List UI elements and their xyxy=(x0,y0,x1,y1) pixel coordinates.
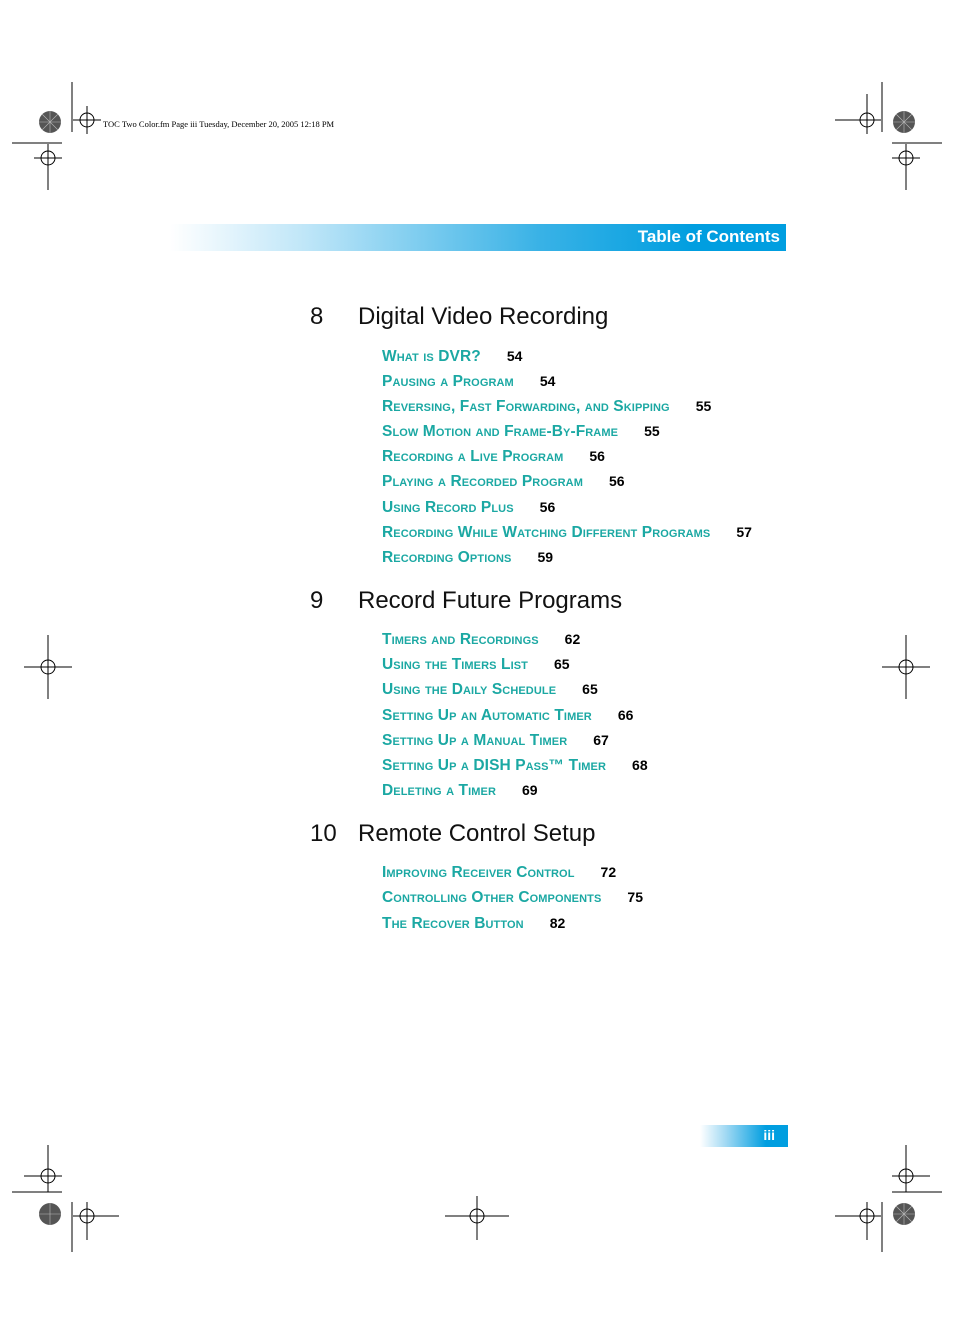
toc-entry-title[interactable]: Setting Up an Automatic Timer xyxy=(382,707,592,724)
toc-entry[interactable] xyxy=(382,707,633,727)
toc-entry-title[interactable]: Reversing, Fast Forwarding, and Skipping xyxy=(382,398,670,415)
toc-entry-title[interactable]: Using the Timers List xyxy=(382,656,528,673)
toc-entry-title[interactable]: Slow Motion and Frame-By-Frame xyxy=(382,423,619,440)
chapter-number: 8 xyxy=(310,303,324,330)
toc-entry-title[interactable]: Setting Up a DISH Pass™ Timer xyxy=(382,757,607,774)
toc-entry-title[interactable]: The Recover Button xyxy=(382,915,524,932)
toc-entry-page: 72 xyxy=(600,864,617,880)
toc-entry-title[interactable]: Timers and Recordings xyxy=(382,631,539,648)
toc-entry[interactable] xyxy=(382,681,598,701)
toc-entry-page: 68 xyxy=(632,757,648,773)
toc-entry-page: 65 xyxy=(554,656,570,672)
toc-entry-page: 55 xyxy=(644,423,660,439)
toc-entry-page: 75 xyxy=(627,889,643,905)
toc-entry-page: 54 xyxy=(539,373,556,389)
toc-entry-page: 65 xyxy=(582,681,598,697)
toc-entry-title[interactable]: Recording While Watching Different Programs xyxy=(382,524,711,541)
toc-entry[interactable] xyxy=(382,448,605,468)
toc-entry-title[interactable]: Recording a Live Program xyxy=(382,448,564,465)
toc-entry-title[interactable]: Recording Options xyxy=(382,549,512,566)
toc-entry[interactable] xyxy=(382,915,565,935)
toc-entry-title[interactable]: Using the Daily Schedule xyxy=(382,681,557,698)
toc-entry[interactable] xyxy=(382,889,643,909)
toc-entry-page: 67 xyxy=(593,732,609,748)
toc-entry[interactable] xyxy=(382,631,580,651)
toc-entry-title[interactable]: Playing a Recorded Program xyxy=(382,473,583,490)
toc-entry-page: 55 xyxy=(695,398,712,414)
toc-entry[interactable] xyxy=(382,348,522,368)
toc-entry[interactable] xyxy=(382,398,711,418)
print-slug: TOC Two Color.fm Page iii Tuesday, December 20, 2005 12:18 PM xyxy=(103,119,335,129)
toc-entry[interactable] xyxy=(382,373,555,393)
toc-entry-page: 59 xyxy=(537,549,554,565)
toc-entry[interactable] xyxy=(382,732,609,752)
chapter-number: 9 xyxy=(310,587,324,614)
toc-entry[interactable] xyxy=(382,473,625,493)
toc-entry-page: 69 xyxy=(522,782,538,798)
chapter-title: Digital Video Recording xyxy=(358,303,609,330)
toc-entry-page: 57 xyxy=(736,524,752,540)
toc-entry-page: 82 xyxy=(549,915,566,931)
toc-entry-title[interactable]: Setting Up a Manual Timer xyxy=(382,732,568,749)
header-band xyxy=(170,224,786,251)
header-title: Table of Contents xyxy=(637,227,780,246)
toc-entry-page: 56 xyxy=(539,499,556,515)
toc-entry[interactable] xyxy=(382,524,752,544)
toc-entry-page: 56 xyxy=(589,448,605,464)
toc-entry-title[interactable]: Improving Receiver Control xyxy=(382,864,575,881)
toc-entry-title[interactable]: Pausing a Program xyxy=(382,373,514,390)
page-number: iii xyxy=(763,1127,775,1143)
toc-entry[interactable] xyxy=(382,549,553,569)
toc-entry[interactable] xyxy=(382,499,555,519)
toc-entry-title[interactable]: Deleting a Timer xyxy=(382,782,496,799)
toc-entry[interactable] xyxy=(382,782,538,802)
toc-entry-title[interactable]: Controlling Other Components xyxy=(382,889,602,906)
toc-entry-title[interactable]: What is DVR? xyxy=(382,348,481,365)
toc-entry-page: 62 xyxy=(564,631,581,647)
chapter-number: 10 xyxy=(310,820,337,847)
toc-entry[interactable] xyxy=(382,757,648,777)
toc-entry-page: 54 xyxy=(506,348,523,364)
toc-entry-title[interactable]: Using Record Plus xyxy=(382,499,514,516)
toc-entry-page: 56 xyxy=(609,473,625,489)
toc-entry[interactable] xyxy=(382,423,660,443)
chapter-title: Record Future Programs xyxy=(358,587,623,614)
toc-entry-page: 66 xyxy=(617,707,634,723)
toc-entry[interactable] xyxy=(382,656,570,676)
chapter-title: Remote Control Setup xyxy=(358,820,596,847)
toc-entry[interactable] xyxy=(382,864,616,884)
footer-band xyxy=(700,1125,788,1147)
